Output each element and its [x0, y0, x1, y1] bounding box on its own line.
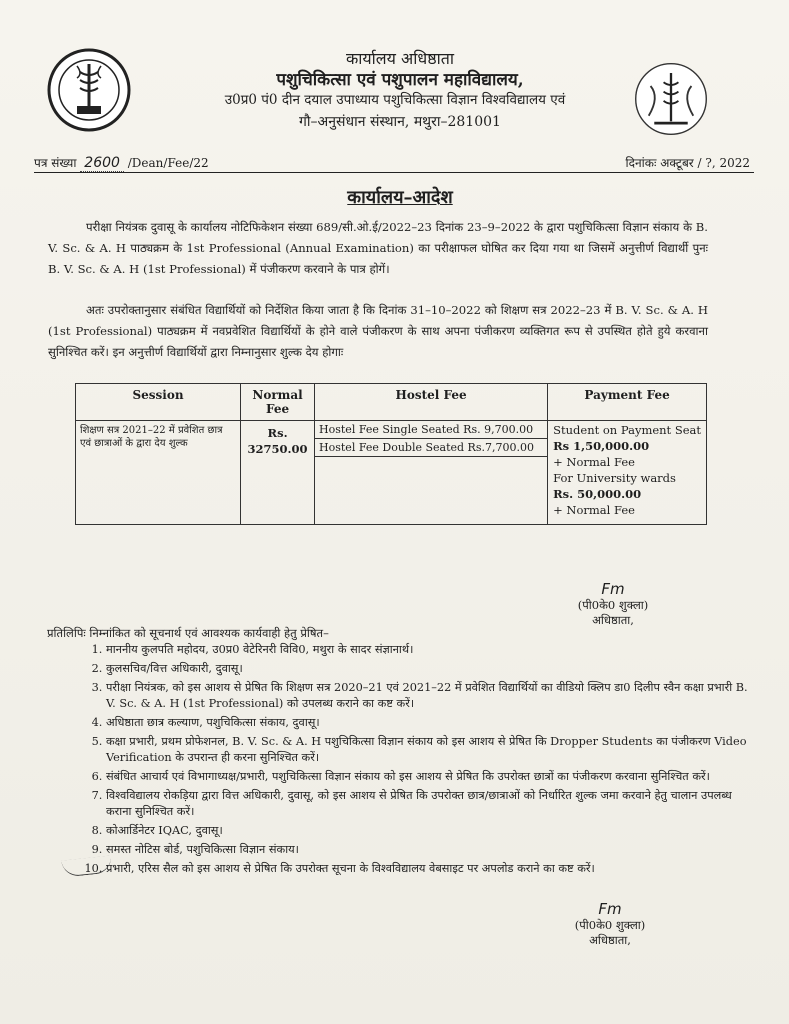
- letter-date: दिनांकः अक्टूबर / ?, 2022: [625, 156, 750, 170]
- payment-fee-cell: [548, 421, 707, 525]
- university-wards-label: For University wards: [553, 471, 676, 485]
- signatory-name: (पी0के0 शुक्ला): [577, 598, 649, 612]
- list-item: 7. विश्वविद्यालय रोकड़िया द्वारा वित्त अधिकारी, दुवासू, को इस आशय से प्रेषित कि उपरोक्त छात्र/छात्राओं को निर्धारित शुल्क जमा करवाने हेतु चालान उपलब्ध कराना सुनिश्चित करें।: [106, 788, 756, 820]
- normal-fee-cell: [241, 421, 315, 525]
- letter-number-label: पत्र संख्या: [34, 156, 77, 170]
- normal-fee-amount: 32750.00: [247, 442, 308, 456]
- signature-scribble: Fm: [598, 900, 622, 918]
- signatory-designation: अधिष्ठाता,: [589, 933, 631, 947]
- university-wards-amount: Rs. 50,000.00: [553, 487, 642, 501]
- letter-number: [34, 154, 209, 171]
- institute-address: गौ–अनुसंधान संस्थान, मथुरा–281001: [299, 114, 501, 130]
- list-item: 1. माननीय कुलपति महोदय, उ0प्र0 वेटेरिनरी विवि0, मथुरा के सादर संज्ञानार्थ।: [106, 642, 756, 658]
- list-item: 5. कक्षा प्रभारी, प्रथम प्रोफेशनल, B. V. Sc. & A. H पशुचिकित्सा विज्ञान संकाय को इस आशय से प्रेषित कि Dropper Students का पंजीकरण Video Verification के उपरान्त ही करना सुनिश्चित करें।: [106, 734, 756, 766]
- signature-scribble: Fm: [601, 580, 625, 598]
- signature-block-2: [545, 900, 675, 948]
- table-header-row: [76, 384, 707, 421]
- payment-seat-label: Student on Payment Seat: [553, 423, 701, 437]
- copy-heading: प्रतिलिपिः निम्नांकित को सूचनार्थ एवं आवश्यक कार्यवाही हेतु प्रेषित–: [47, 626, 329, 640]
- copy-list: [80, 642, 756, 880]
- list-item: 9. समस्त नोटिस बोर्ड, पशुचिकित्सा विज्ञान संकाय।: [106, 842, 756, 858]
- signature-block-1: [548, 580, 678, 628]
- university-name: उ0प्र0 पं0 दीन दयाल उपाध्याय पशुचिकित्सा विज्ञान विश्वविद्यालय एवं: [224, 92, 566, 108]
- hostel-fee-single: Hostel Fee Single Seated Rs. 9,700.00: [315, 421, 547, 439]
- list-item: 6. संबंधित आचार्य एवं विभागाध्यक्ष/प्रभारी, पशुचिकित्सा विज्ञान संकाय को इस आशय से प्रेषित कि उपरोक्त छात्रों का पंजीकरण करवाना सुनिश्चित करें।: [106, 769, 756, 785]
- university-wards-plus-normal: + Normal Fee: [553, 503, 635, 517]
- order-title: कार्यालय–आदेश: [347, 187, 453, 208]
- list-item: 2. कुलसचिव/वित्त अधिकारी, दुवासू।: [106, 661, 756, 677]
- normal-fee-currency: Rs.: [267, 426, 288, 440]
- session-cell: शिक्षण सत्र 2021–22 में प्रवेशित छात्र एवं छात्राओं के द्वारा देय शुल्क: [76, 421, 241, 525]
- signatory-designation: अधिष्ठाता,: [592, 613, 634, 627]
- header-payment-fee: Payment Fee: [548, 384, 707, 421]
- hostel-fee-cell: [315, 421, 548, 525]
- office-title: कार्यालय अधिष्ठाता: [345, 49, 455, 68]
- table-row: [76, 421, 707, 525]
- hostel-fee-double: Hostel Fee Double Seated Rs.7,700.00: [315, 439, 547, 457]
- list-item: 3. परीक्षा नियंत्रक, को इस आशय से प्रेषित कि शिक्षण सत्र 2020–21 एवं 2021–22 में प्रवेशित विद्यार्थियों का वीडियो क्लिप डा0 दिलीप स्वैन कक्षा प्रभारी B. V. Sc. & A. H (1st Professional) को उपलब्ध कराने का कष्ट करें।: [106, 680, 756, 712]
- header-normal-fee: Normal Fee: [241, 384, 315, 421]
- college-name: पशुचिकित्सा एवं पशुपालन महाविद्यालय,: [276, 70, 524, 90]
- signatory-name: (पी0के0 शुक्ला): [574, 918, 646, 932]
- paragraph-2: अतः उपरोक्तानुसार संबंधित विद्यार्थियों को निर्देशित किया जाता है कि दिनांक 31–10–2022 को शिक्षण सत्र 2022–23 में B. V. Sc. & A. H (1st Professional) पाठ्यक्रम में नवप्रवेशित विद्यार्थियों के होने वाले पंजीकरण के साथ अपना पंजीकरण व्यक्तिगत रूप से उपस्थित होते हुये करवाना सुनिश्चित करें। इन अनुत्तीर्ण विद्यार्थियों द्वारा निम्नानुसार शुल्क देय होगाः: [48, 303, 708, 359]
- payment-seat-plus-normal: + Normal Fee: [553, 455, 635, 469]
- university-emblem-icon: [47, 48, 131, 132]
- fee-table: [75, 383, 707, 525]
- paragraph-1: परीक्षा नियंत्रक दुवासू के कार्यालय नोटिफिकेशन संख्या 689/सी.ओ.ई/2022–23 दिनांक 23–9–2022 के द्वारा पशुचिकित्सा विज्ञान संकाय के B. V. Sc. & A. H पाठ्यक्रम के 1st Professional (Annual Examination) का परीक्षाफल घोषित कर दिया गया था जिसमें अनुत्तीर्ण विद्यार्थी पुनः B. V. Sc. & A. H (1st Professional) में पंजीकरण करवाने के पात्र होगें।: [48, 220, 708, 276]
- letter-number-value: 2600: [80, 155, 124, 172]
- list-item: 4. अधिष्ठाता छात्र कल्याण, पशुचिकित्सा संकाय, दुवासू।: [106, 715, 756, 731]
- header-session: Session: [76, 384, 241, 421]
- reference-line: [34, 150, 754, 173]
- list-item: 8. कोआर्डिनेटर IQAC, दुवासू।: [106, 823, 756, 839]
- payment-seat-amount: Rs 1,50,000.00: [553, 439, 650, 453]
- header-hostel-fee: Hostel Fee: [315, 384, 548, 421]
- letter-number-suffix: /Dean/Fee/22: [127, 156, 209, 170]
- list-item: 10. प्रभारी, एरिस सैल को इस आशय से प्रेषित कि उपरोक्त सूचना के विश्वविद्यालय वेबसाइट पर अपलोड कराने का कष्ट करें।: [106, 861, 756, 877]
